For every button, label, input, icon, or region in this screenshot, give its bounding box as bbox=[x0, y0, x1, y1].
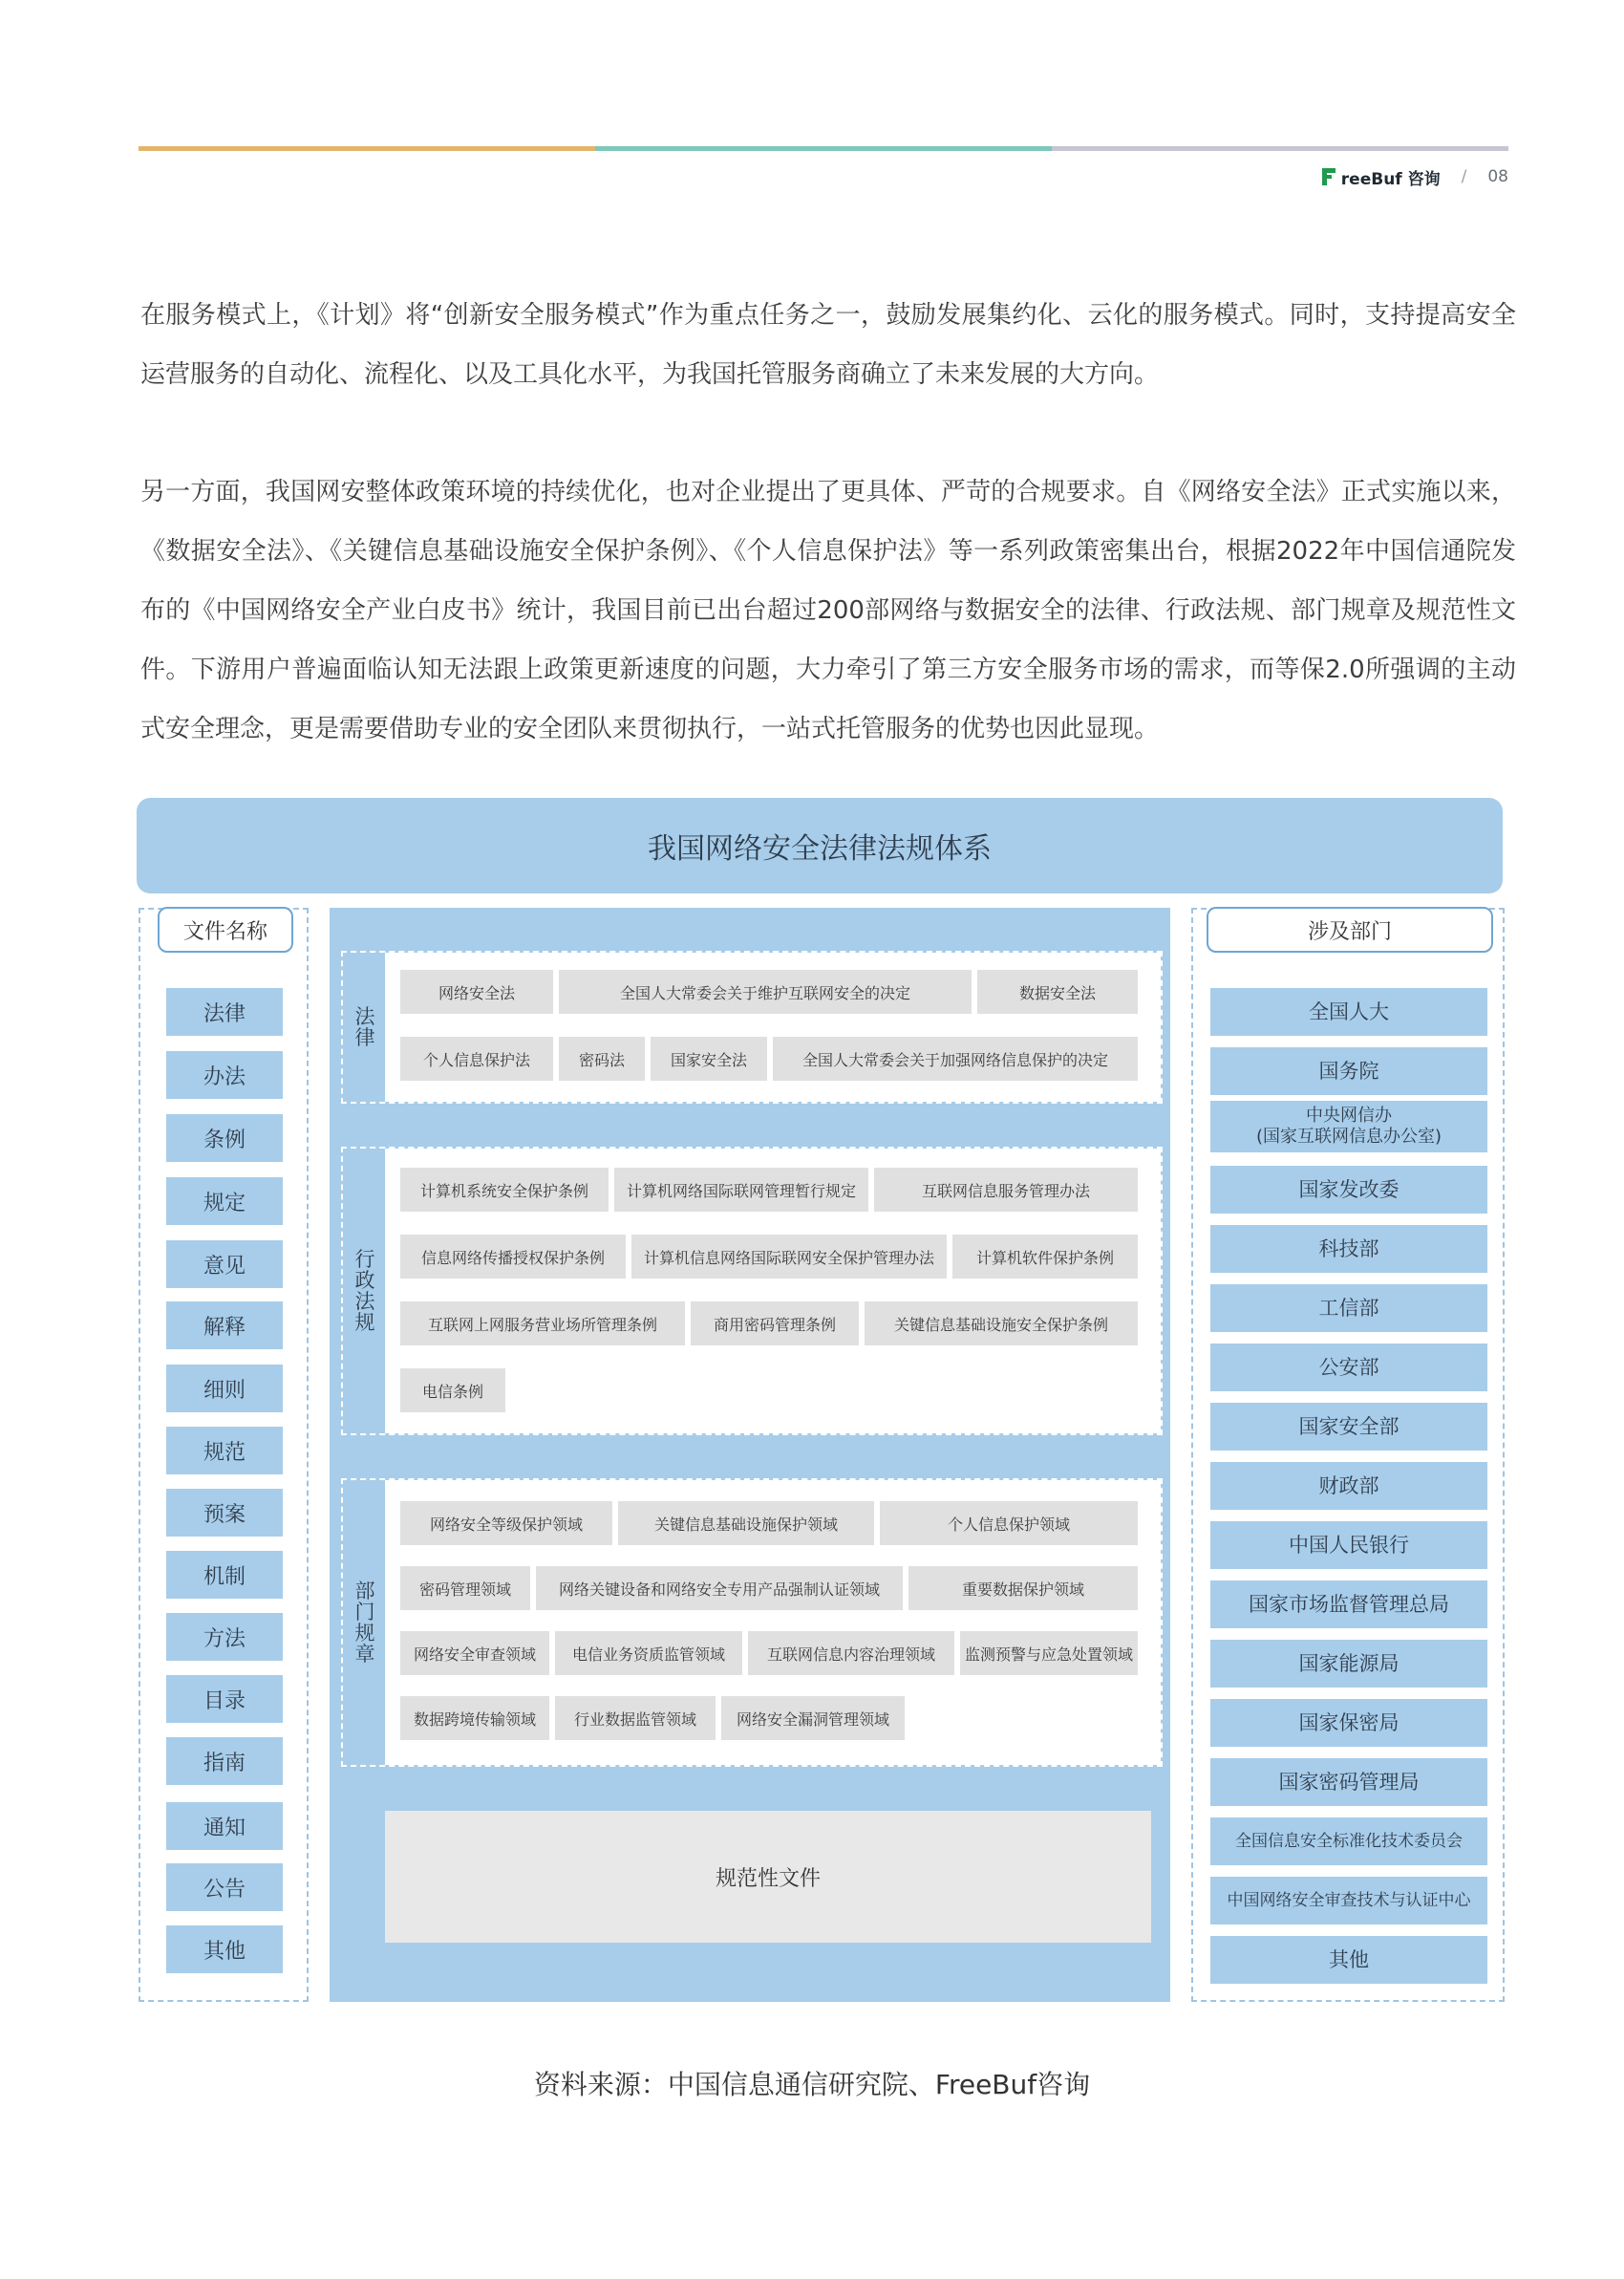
department-item-line: (国家互联网信息办公室) bbox=[1255, 1127, 1442, 1147]
source-caption: 资料来源：中国信息通信研究院、FreeBuf咨询 bbox=[533, 2069, 1091, 2100]
page-header bbox=[1322, 164, 1508, 189]
paragraph-2: 另一方面，我国网安整体政策环境的持续优化，也对企业提出了更具体、严苛的合规要求。自《网络安全法》正式实施以来，《数据安全法》、《关键信息基础设施安全保护条例》、《个人信息保护法》等一系列政策密集出台，根据2022年中国信通院发布的《中国网络安全产业白皮书》统计，我国目前已出台超过200部网络与数据安全的法律、行政法规、部门规章及规范性文件。下游用户普遍面临认知无法跟上政策更新速度的问题，大力牵引了第三方安全服务市场的需求，而等保2.0所强调的主动式安全理念，更是需要借助专业的安全团队来贯彻执行，一站式托管服务的优势也因此显现。 bbox=[140, 478, 1516, 743]
file-type-item: 通知 bbox=[166, 1802, 283, 1850]
rule-item: 行业数据监管领域 bbox=[555, 1696, 716, 1740]
law-item: 数据安全法 bbox=[977, 970, 1138, 1014]
normative-documents-box: 规范性文件 bbox=[385, 1811, 1151, 1943]
rule-item: 数据跨境传输领域 bbox=[400, 1696, 549, 1740]
file-type-item: 目录 bbox=[166, 1675, 283, 1723]
department-item: 国家安全部 bbox=[1210, 1403, 1487, 1451]
rule-item: 互联网信息内容治理领域 bbox=[748, 1631, 954, 1675]
department-column bbox=[1191, 908, 1505, 2002]
file-type-column bbox=[139, 908, 309, 2002]
department-item-cac bbox=[1210, 1101, 1487, 1152]
section-admin-regulations-box bbox=[385, 1149, 1161, 1433]
file-type-item: 条例 bbox=[166, 1114, 283, 1162]
freebuf-logo bbox=[1322, 165, 1441, 189]
department-item: 全国信息安全标准化技术委员会 bbox=[1210, 1817, 1487, 1865]
rule-item: 网络关键设备和网络安全专用产品强制认证领域 bbox=[536, 1566, 903, 1610]
department-item: 中国人民银行 bbox=[1210, 1521, 1487, 1569]
section-dept-rules bbox=[341, 1478, 1163, 1767]
file-type-item: 法律 bbox=[166, 988, 283, 1036]
regulation-item: 计算机软件保护条例 bbox=[952, 1235, 1138, 1279]
file-type-header: 文件名称 bbox=[158, 907, 293, 953]
department-item: 其他 bbox=[1210, 1936, 1487, 1984]
department-item: 公安部 bbox=[1210, 1344, 1487, 1391]
file-type-item: 意见 bbox=[166, 1240, 283, 1288]
header-bar-teal bbox=[595, 146, 1052, 151]
rule-item: 电信业务资质监管领域 bbox=[555, 1631, 742, 1675]
law-item: 网络安全法 bbox=[400, 970, 553, 1014]
rule-item: 密码管理领域 bbox=[400, 1566, 530, 1610]
file-type-item: 方法 bbox=[166, 1613, 283, 1661]
regulation-item: 关键信息基础设施安全保护条例 bbox=[865, 1301, 1138, 1345]
rule-item: 关键信息基础设施保护领域 bbox=[618, 1501, 874, 1545]
paragraph-1: 在服务模式上，《计划》将“创新安全服务模式”作为重点任务之一，鼓励发展集约化、云化的服务模式。同时，支持提高安全运营服务的自动化、流程化、以及工具化水平，为我国托管服务商确立了未来发展的大方向。 bbox=[140, 301, 1516, 389]
file-type-item: 规范 bbox=[166, 1427, 283, 1474]
law-item: 全国人大常委会关于维护互联网安全的决定 bbox=[559, 970, 972, 1014]
regulation-item: 计算机信息网络国际联网安全保护管理办法 bbox=[631, 1235, 947, 1279]
diagram-title: 我国网络安全法律法规体系 bbox=[137, 798, 1503, 893]
department-item: 国务院 bbox=[1210, 1047, 1487, 1095]
department-item: 国家密码管理局 bbox=[1210, 1758, 1487, 1806]
section-admin-regulations-label: 行 政 法 规 bbox=[354, 1248, 375, 1334]
rule-item: 网络安全等级保护领域 bbox=[400, 1501, 612, 1545]
section-laws-label: 法 律 bbox=[354, 1005, 375, 1049]
regulation-item: 互联网上网服务营业场所管理条例 bbox=[400, 1301, 685, 1345]
department-item: 科技部 bbox=[1210, 1225, 1487, 1273]
file-type-item: 办法 bbox=[166, 1051, 283, 1099]
rule-item: 网络安全审查领域 bbox=[400, 1631, 549, 1675]
file-type-item: 预案 bbox=[166, 1489, 283, 1537]
department-item: 财政部 bbox=[1210, 1462, 1487, 1510]
section-dept-rules-box bbox=[385, 1480, 1161, 1765]
rule-item: 重要数据保护领域 bbox=[908, 1566, 1138, 1610]
department-item: 国家市场监督管理总局 bbox=[1210, 1580, 1487, 1628]
section-laws bbox=[341, 951, 1163, 1104]
department-item: 中国网络安全审查技术与认证中心 bbox=[1210, 1877, 1487, 1924]
header-bar-orange bbox=[139, 146, 595, 151]
rule-item: 个人信息保护领域 bbox=[880, 1501, 1138, 1545]
department-item: 工信部 bbox=[1210, 1284, 1487, 1332]
department-header: 涉及部门 bbox=[1207, 907, 1493, 953]
freebuf-logo-icon bbox=[1322, 168, 1337, 185]
section-dept-rules-label: 部 门 规 章 bbox=[354, 1580, 375, 1666]
section-laws-box bbox=[385, 953, 1161, 1102]
department-item: 全国人大 bbox=[1210, 988, 1487, 1036]
file-type-item: 其他 bbox=[166, 1925, 283, 1973]
brand-name: reeBuf 咨询 bbox=[1340, 169, 1441, 189]
file-type-item: 指南 bbox=[166, 1737, 283, 1785]
header-bar-gray bbox=[1052, 146, 1508, 151]
rule-item: 监测预警与应急处置领域 bbox=[960, 1631, 1138, 1675]
law-item: 个人信息保护法 bbox=[400, 1037, 553, 1081]
regulation-item: 商用密码管理条例 bbox=[691, 1301, 859, 1345]
law-item: 国家安全法 bbox=[651, 1037, 767, 1081]
regulation-item: 信息网络传播授权保护条例 bbox=[400, 1235, 626, 1279]
department-item: 国家保密局 bbox=[1210, 1699, 1487, 1747]
regulation-center-panel bbox=[330, 908, 1170, 2002]
file-type-item: 细则 bbox=[166, 1365, 283, 1412]
rule-item: 网络安全漏洞管理领域 bbox=[721, 1696, 905, 1740]
regulation-item: 互联网信息服务管理办法 bbox=[874, 1168, 1138, 1212]
page-separator: / bbox=[1461, 167, 1467, 186]
regulation-item: 计算机系统安全保护条例 bbox=[400, 1168, 609, 1212]
file-type-item: 规定 bbox=[166, 1177, 283, 1225]
department-item: 国家发改委 bbox=[1210, 1166, 1487, 1214]
file-type-item: 解释 bbox=[166, 1301, 283, 1349]
law-item: 全国人大常委会关于加强网络信息保护的决定 bbox=[773, 1037, 1138, 1081]
file-type-item: 公告 bbox=[166, 1863, 283, 1911]
page-number: 08 bbox=[1487, 167, 1508, 186]
department-item: 国家能源局 bbox=[1210, 1640, 1487, 1688]
file-type-item: 机制 bbox=[166, 1551, 283, 1599]
regulation-item: 计算机网络国际联网管理暂行规定 bbox=[614, 1168, 868, 1212]
section-admin-regulations bbox=[341, 1147, 1163, 1435]
law-item: 密码法 bbox=[559, 1037, 645, 1081]
department-item-line: 中央网信办 bbox=[1306, 1106, 1392, 1126]
regulation-item: 电信条例 bbox=[400, 1368, 505, 1412]
